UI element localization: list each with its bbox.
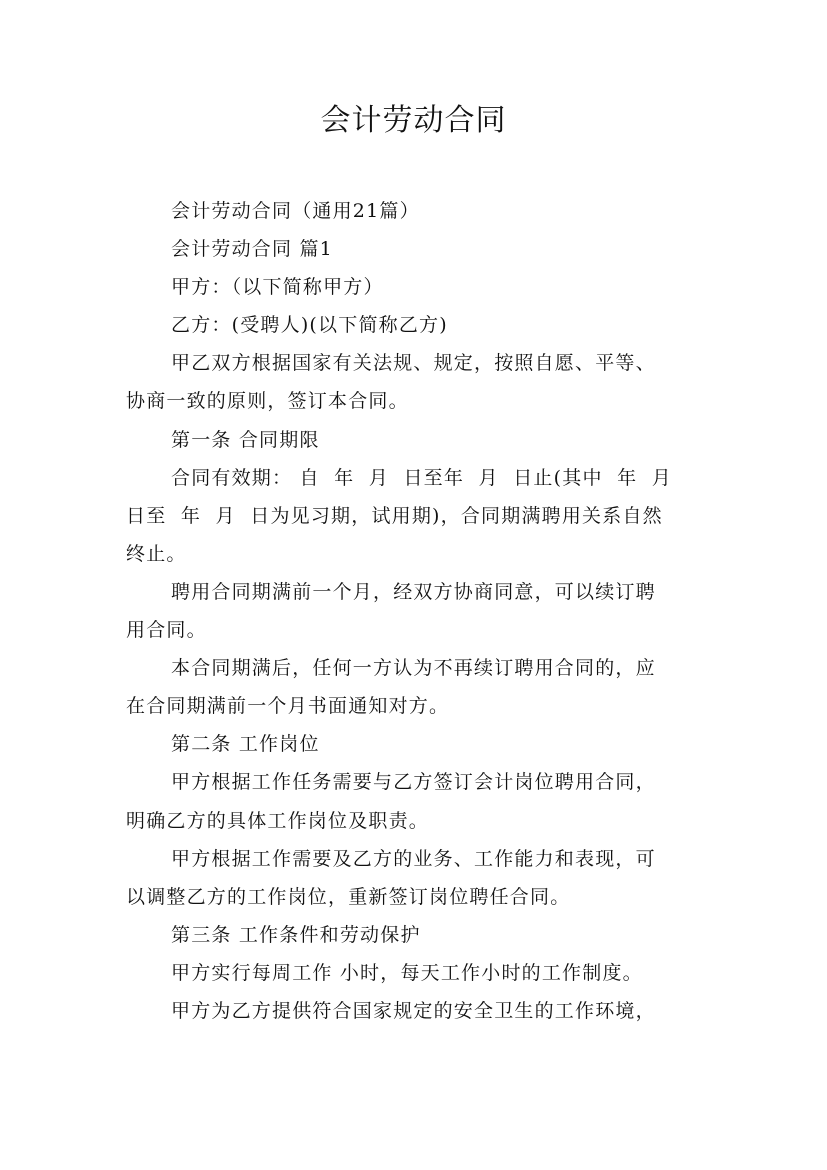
subtitle-line: 会计劳动合同（通用21篇） xyxy=(171,200,420,222)
section-heading: 会计劳动合同 篇1 xyxy=(171,238,333,261)
paragraph-line: 日至 年 月 日为见习期，试用期)，合同期满聘用关系自然 xyxy=(126,504,663,527)
paragraph-line: 甲方根据工作任务需要与乙方签订会计岗位聘用合同， xyxy=(171,771,656,794)
paragraph-line: 甲方根据工作需要及乙方的业务、工作能力和表现，可 xyxy=(171,847,656,870)
paragraph-line: 合同有效期： 自 年 月 日至年 月 日止(其中 年 月 xyxy=(171,466,673,489)
paragraph-line: 在合同期满前一个月书面通知对方。 xyxy=(126,695,450,718)
paragraph-line: 聘用合同期满前一个月，经双方协商同意，可以续订聘 xyxy=(171,580,656,603)
article-heading: 第二条 工作岗位 xyxy=(171,733,320,756)
paragraph-line: 以调整乙方的工作岗位，重新签订岗位聘任合同。 xyxy=(126,885,571,908)
document-body xyxy=(126,192,716,1030)
article-heading: 第一条 合同期限 xyxy=(171,428,320,451)
paragraph-line: 甲乙双方根据国家有关法规、规定，按照自愿、平等、 xyxy=(171,352,656,375)
party-a-line: 甲方：（以下简称甲方） xyxy=(171,276,384,299)
paragraph-line: 协商一致的原则，签订本合同。 xyxy=(126,390,409,413)
document-title: 会计劳动合同 xyxy=(320,103,507,138)
paragraph-line: 明确乙方的具体工作岗位及职责。 xyxy=(126,809,430,832)
paragraph-line: 甲方实行每周工作 小时，每天工作小时的工作制度。 xyxy=(171,961,643,984)
paragraph-line: 甲方为乙方提供符合国家规定的安全卫生的工作环境， xyxy=(171,999,656,1022)
article-heading: 第三条 工作条件和劳动保护 xyxy=(171,923,421,946)
paragraph-line: 终止。 xyxy=(126,542,187,565)
party-b-line: 乙方：(受聘人)(以下简称乙方) xyxy=(171,314,448,337)
paragraph-line: 用合同。 xyxy=(126,619,207,642)
paragraph-line: 本合同期满后，任何一方认为不再续订聘用合同的，应 xyxy=(171,657,656,680)
